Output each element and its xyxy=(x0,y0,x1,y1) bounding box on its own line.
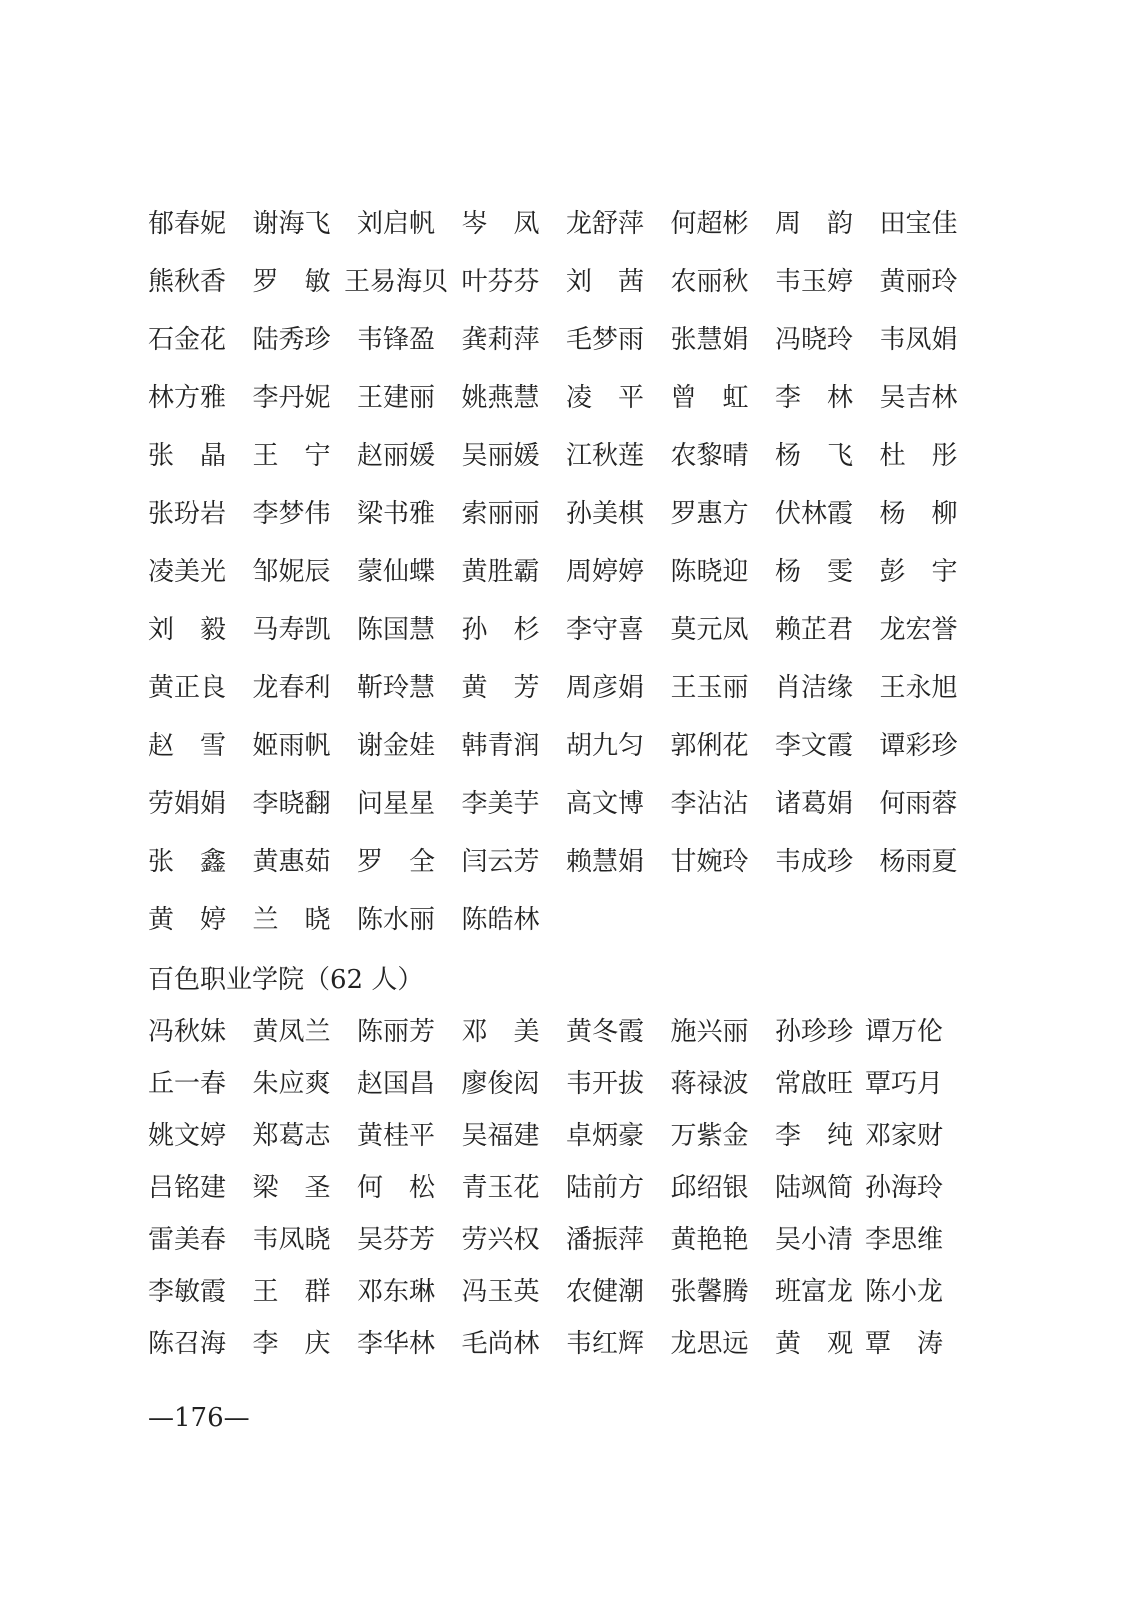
person-name: 曾 虹 xyxy=(670,383,749,413)
person-name: 张慧娟 xyxy=(670,325,749,355)
person-name: 孙 杉 xyxy=(461,615,540,645)
person-name: 彭 宇 xyxy=(879,557,958,587)
person-name: 凌美光 xyxy=(148,557,227,587)
person-name: 杨雨夏 xyxy=(879,847,958,877)
person-name: 吴吉林 xyxy=(879,383,958,413)
person-name: 杜 彤 xyxy=(879,441,958,471)
person-name: 覃巧月 xyxy=(865,1069,944,1099)
person-name: 李 林 xyxy=(775,383,854,413)
person-name: 肖洁缘 xyxy=(775,673,854,703)
person-name: 赖慧娟 xyxy=(566,847,645,877)
name-row xyxy=(148,195,984,253)
person-name: 问星星 xyxy=(357,789,436,819)
person-name: 班富龙 xyxy=(775,1277,854,1307)
person-name: 杨 柳 xyxy=(879,499,958,529)
person-name: 冯秋妹 xyxy=(148,1017,227,1047)
person-name: 李梦伟 xyxy=(252,499,331,529)
person-name: 孙珍珍 xyxy=(775,1017,854,1047)
person-name: 雷美春 xyxy=(148,1225,227,1255)
person-name: 闫云芳 xyxy=(461,847,540,877)
person-name: 梁书雅 xyxy=(357,499,436,529)
person-name: 林方雅 xyxy=(148,383,227,413)
person-name: 韦锋盈 xyxy=(357,325,436,355)
person-name: 靳玲慧 xyxy=(357,673,436,703)
name-row xyxy=(148,659,984,717)
person-name: 黄胜霸 xyxy=(461,557,540,587)
person-name: 劳兴权 xyxy=(461,1225,540,1255)
person-name: 石金花 xyxy=(148,325,227,355)
person-name: 谢海飞 xyxy=(252,209,331,239)
person-name: 叶芬芬 xyxy=(461,267,540,297)
person-name: 龙宏誉 xyxy=(879,615,958,645)
person-name: 朱应爽 xyxy=(252,1069,331,1099)
person-name: 伏林霞 xyxy=(775,499,854,529)
person-name: 韦开拔 xyxy=(566,1069,645,1099)
person-name: 周婷婷 xyxy=(566,557,645,587)
person-name: 张馨腾 xyxy=(670,1277,749,1307)
person-name: 龚莉萍 xyxy=(461,325,540,355)
person-name: 诸葛娟 xyxy=(775,789,854,819)
person-name: 陈水丽 xyxy=(357,905,436,935)
person-name: 谭万伦 xyxy=(865,1017,944,1047)
person-name: 农丽秋 xyxy=(670,267,749,297)
person-name: 陆秀珍 xyxy=(252,325,331,355)
name-row xyxy=(148,253,984,311)
person-name: 李思维 xyxy=(865,1225,944,1255)
person-name: 龙春利 xyxy=(252,673,331,703)
person-name: 刘启帆 xyxy=(357,209,436,239)
person-name: 杨 飞 xyxy=(775,441,854,471)
person-name: 韦玉婷 xyxy=(775,267,854,297)
person-name: 黄正良 xyxy=(148,673,227,703)
person-name: 何雨蓉 xyxy=(879,789,958,819)
person-name: 郭俐花 xyxy=(670,731,749,761)
person-name: 农黎晴 xyxy=(670,441,749,471)
person-name: 王永旭 xyxy=(879,673,958,703)
person-name: 李华林 xyxy=(357,1329,436,1359)
person-name: 杨 雯 xyxy=(775,557,854,587)
person-name: 王 宁 xyxy=(252,441,331,471)
name-row xyxy=(148,369,984,427)
person-name: 黄桂平 xyxy=(357,1121,436,1151)
person-name: 赖芷君 xyxy=(775,615,854,645)
person-name: 马寿凯 xyxy=(252,615,331,645)
person-name: 王 群 xyxy=(252,1277,331,1307)
person-name: 谢金娃 xyxy=(357,731,436,761)
person-name: 邓东琳 xyxy=(357,1277,436,1307)
person-name: 施兴丽 xyxy=(670,1017,749,1047)
person-name: 蒋禄波 xyxy=(670,1069,749,1099)
person-name: 甘婉玲 xyxy=(670,847,749,877)
name-row xyxy=(148,775,984,833)
person-name: 张玢岩 xyxy=(148,499,227,529)
name-row xyxy=(148,601,984,659)
person-name: 卓炳豪 xyxy=(566,1121,645,1151)
person-name: 罗惠方 xyxy=(670,499,749,529)
person-name: 罗 敏 xyxy=(252,267,331,297)
person-name: 陈皓林 xyxy=(461,905,540,935)
person-name: 张 晶 xyxy=(148,441,227,471)
person-name: 韩青润 xyxy=(461,731,540,761)
person-name: 黄艳艳 xyxy=(670,1225,749,1255)
person-name: 陈晓迎 xyxy=(670,557,749,587)
name-row xyxy=(148,427,984,485)
person-name: 邱绍银 xyxy=(670,1173,749,1203)
person-name: 陈小龙 xyxy=(865,1277,944,1307)
person-name: 索丽丽 xyxy=(461,499,540,529)
person-name: 王易海贝 xyxy=(344,267,449,297)
person-name: 冯玉英 xyxy=(461,1277,540,1307)
person-name: 周彦娟 xyxy=(566,673,645,703)
person-name: 常啟旺 xyxy=(775,1069,854,1099)
name-row xyxy=(148,1318,970,1370)
name-row xyxy=(148,717,984,775)
person-name: 李丹妮 xyxy=(252,383,331,413)
person-name: 韦凤晓 xyxy=(252,1225,331,1255)
person-name: 毛尚林 xyxy=(461,1329,540,1359)
person-name: 黄冬霞 xyxy=(566,1017,645,1047)
person-name: 毛梦雨 xyxy=(566,325,645,355)
person-name: 李晓翻 xyxy=(252,789,331,819)
person-name: 陆飒简 xyxy=(775,1173,854,1203)
person-name: 邓家财 xyxy=(865,1121,944,1151)
person-name: 韦凤娟 xyxy=(879,325,958,355)
person-name: 韦成珍 xyxy=(775,847,854,877)
name-row xyxy=(148,1214,970,1266)
person-name: 农健潮 xyxy=(566,1277,645,1307)
person-name: 凌 平 xyxy=(566,383,645,413)
name-row xyxy=(148,1162,970,1214)
person-name: 岑 凤 xyxy=(461,209,540,239)
person-name: 高文博 xyxy=(566,789,645,819)
person-name: 黄凤兰 xyxy=(252,1017,331,1047)
person-name: 李守喜 xyxy=(566,615,645,645)
person-name: 吴小清 xyxy=(775,1225,854,1255)
person-name: 赵 雪 xyxy=(148,731,227,761)
person-name: 郁春妮 xyxy=(148,209,227,239)
person-name: 邓 美 xyxy=(461,1017,540,1047)
person-name: 郑葛志 xyxy=(252,1121,331,1151)
person-name: 龙思远 xyxy=(670,1329,749,1359)
person-name: 陆前方 xyxy=(566,1173,645,1203)
name-row xyxy=(148,1110,970,1162)
person-name: 潘振萍 xyxy=(566,1225,645,1255)
person-name: 吕铭建 xyxy=(148,1173,227,1203)
person-name: 陈丽芳 xyxy=(357,1017,436,1047)
person-name: 熊秋香 xyxy=(148,267,227,297)
person-name: 黄 芳 xyxy=(461,673,540,703)
name-row xyxy=(148,311,984,369)
person-name: 龙舒萍 xyxy=(566,209,645,239)
name-row xyxy=(148,543,984,601)
person-name: 姚燕慧 xyxy=(461,383,540,413)
person-name: 李文霞 xyxy=(775,731,854,761)
person-name: 黄 观 xyxy=(775,1329,854,1359)
name-row xyxy=(148,891,984,949)
person-name: 吴丽媛 xyxy=(461,441,540,471)
person-name: 张 鑫 xyxy=(148,847,227,877)
person-name: 吴福建 xyxy=(461,1121,540,1151)
name-list-section-1 xyxy=(148,195,984,949)
person-name: 罗 全 xyxy=(357,847,436,877)
person-name: 姬雨帆 xyxy=(252,731,331,761)
person-name: 姚文婷 xyxy=(148,1121,227,1151)
name-row xyxy=(148,485,984,543)
person-name: 李美芋 xyxy=(461,789,540,819)
person-name: 王建丽 xyxy=(357,383,436,413)
person-name: 何超彬 xyxy=(670,209,749,239)
name-row xyxy=(148,1058,970,1110)
person-name: 韦红辉 xyxy=(566,1329,645,1359)
person-name: 田宝佳 xyxy=(879,209,958,239)
page-number: —176— xyxy=(148,1403,250,1433)
person-name: 黄丽玲 xyxy=(879,267,958,297)
person-name: 莫元凤 xyxy=(670,615,749,645)
name-row xyxy=(148,1266,970,1318)
person-name: 冯晓玲 xyxy=(775,325,854,355)
person-name: 邹妮辰 xyxy=(252,557,331,587)
person-name: 谭彩珍 xyxy=(879,731,958,761)
person-name: 覃 涛 xyxy=(865,1329,944,1359)
person-name: 赵国昌 xyxy=(357,1069,436,1099)
person-name: 陈国慧 xyxy=(357,615,436,645)
person-name: 胡九匀 xyxy=(566,731,645,761)
person-name: 孙美棋 xyxy=(566,499,645,529)
person-name: 黄惠茹 xyxy=(252,847,331,877)
person-name: 孙海玲 xyxy=(865,1173,944,1203)
person-name: 劳娟娟 xyxy=(148,789,227,819)
name-row xyxy=(148,1006,970,1058)
person-name: 廖俊闳 xyxy=(461,1069,540,1099)
person-name: 陈召海 xyxy=(148,1329,227,1359)
person-name: 王玉丽 xyxy=(670,673,749,703)
person-name: 万紫金 xyxy=(670,1121,749,1151)
name-row xyxy=(148,833,984,891)
person-name: 李 庆 xyxy=(252,1329,331,1359)
person-name: 吴芬芳 xyxy=(357,1225,436,1255)
person-name: 黄 婷 xyxy=(148,905,227,935)
person-name: 蒙仙蝶 xyxy=(357,557,436,587)
person-name: 何 松 xyxy=(357,1173,436,1203)
section-heading: 百色职业学院（62 人） xyxy=(148,965,424,995)
person-name: 丘一春 xyxy=(148,1069,227,1099)
person-name: 兰 晓 xyxy=(252,905,331,935)
person-name: 梁 圣 xyxy=(252,1173,331,1203)
person-name: 青玉花 xyxy=(461,1173,540,1203)
person-name: 周 韵 xyxy=(775,209,854,239)
person-name: 刘 毅 xyxy=(148,615,227,645)
person-name: 李沾沾 xyxy=(670,789,749,819)
person-name: 李 纯 xyxy=(775,1121,854,1151)
person-name: 赵丽媛 xyxy=(357,441,436,471)
person-name: 李敏霞 xyxy=(148,1277,227,1307)
person-name: 刘 茜 xyxy=(566,267,645,297)
name-list-section-2 xyxy=(148,1006,970,1370)
person-name: 江秋莲 xyxy=(566,441,645,471)
